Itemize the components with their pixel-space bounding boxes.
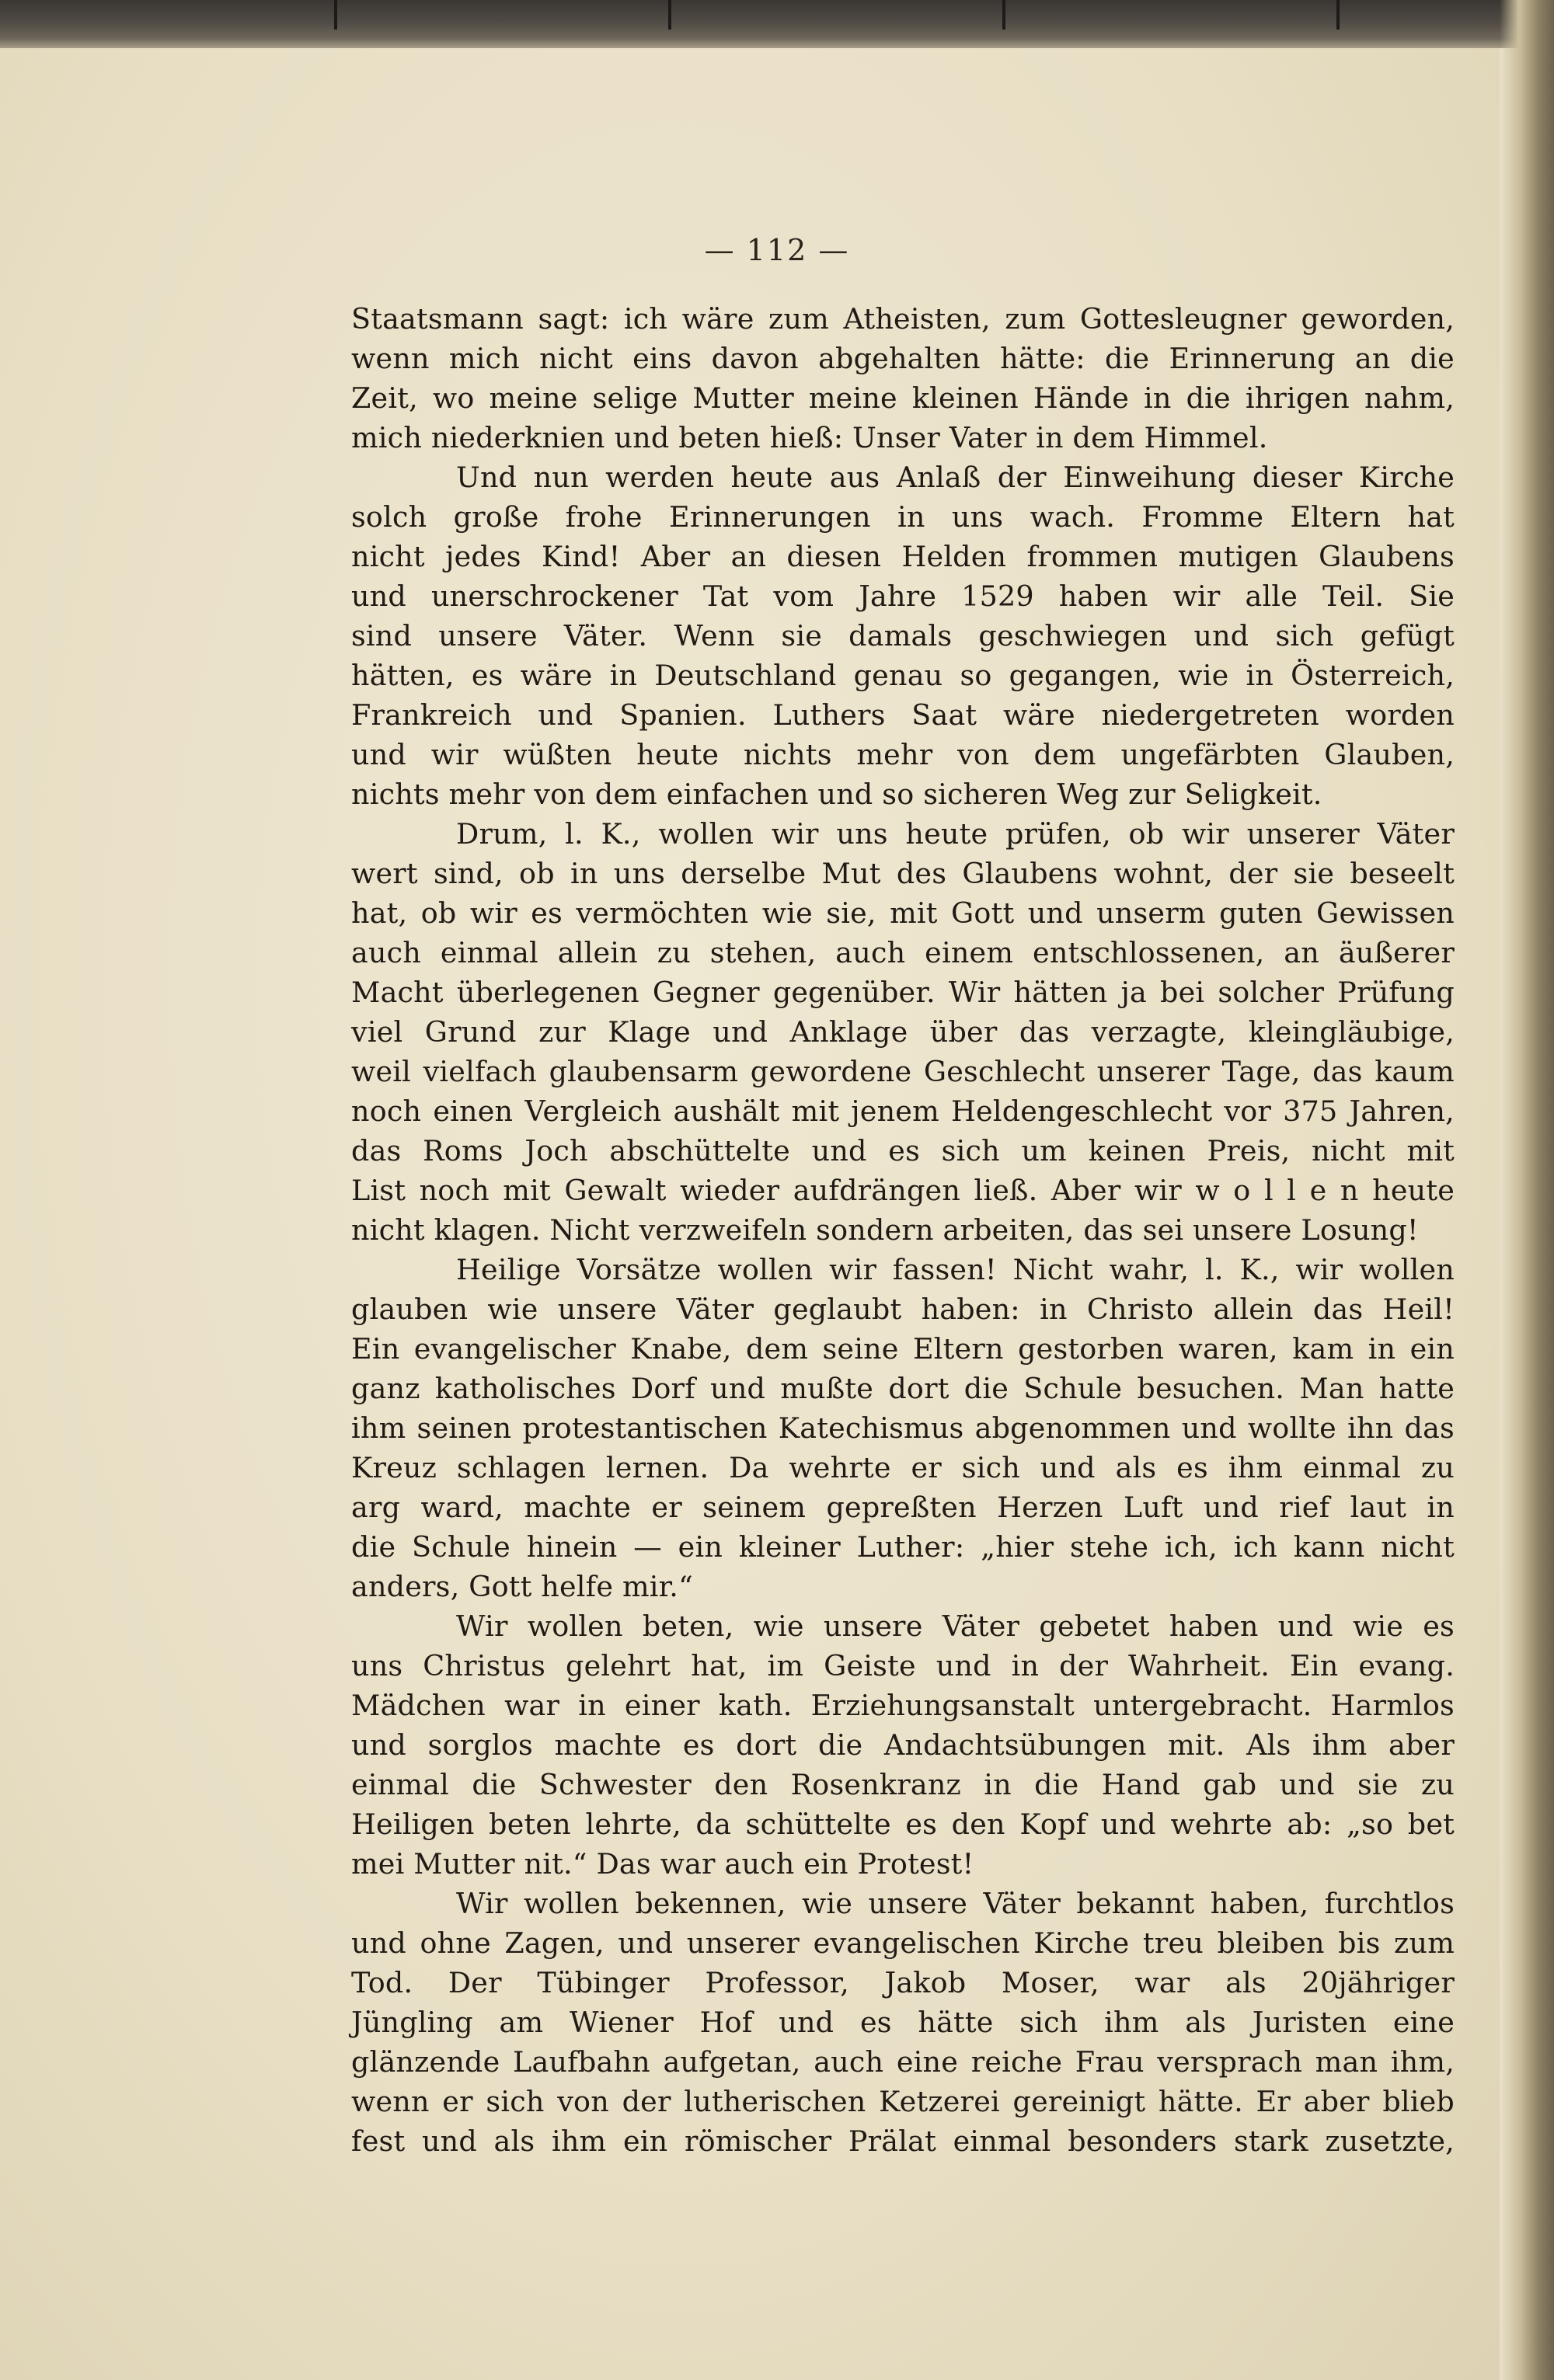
text-line: Drum, l. K., wollen wir uns heute prüfen, ob wir unserer Väter	[456, 817, 1455, 851]
text-line: auch einmal allein zu stehen, auch einem entschlossenen, an äußerer	[351, 936, 1455, 969]
page-number: — 112 —	[704, 233, 850, 267]
text-line: List noch mit Gewalt wieder aufdrängen ließ. Aber wir w o l l e n heute	[351, 1174, 1455, 1207]
text-line: Kreuz schlagen lernen. Da wehrte er sich und als es ihm einmal zu	[351, 1451, 1455, 1484]
text-line: Jüngling am Wiener Hof und es hätte sich ihm als Juristen eine	[351, 2006, 1455, 2039]
text-line: Macht überlegenen Gegner gegenüber. Wir hätten ja bei solcher Prüfung	[351, 976, 1455, 1009]
text-line: hat, ob wir es vermöchten wie sie, mit Gott und unserm guten Gewissen	[351, 896, 1455, 930]
text-line: mei Mutter nit.“ Das war auch ein Protest!	[351, 1847, 974, 1881]
text-line: Und nun werden heute aus Anlaß der Einweihung dieser Kirche	[456, 461, 1455, 494]
text-line: hätten, es wäre in Deutschland genau so gegangen, wie in Österreich,	[351, 659, 1455, 692]
text-line: Frankreich und Spanien. Luthers Saat wäre niedergetreten worden	[351, 698, 1455, 732]
text-line: wenn mich nicht eins davon abgehalten hätte: die Erinnerung an die	[351, 342, 1455, 375]
text-line: das Roms Joch abschüttelte und es sich um keinen Preis, nicht mit	[351, 1134, 1455, 1167]
text-line: Mädchen war in einer kath. Erziehungsanstalt untergebracht. Harmlos	[351, 1689, 1455, 1722]
text-line: Zeit, wo meine selige Mutter meine kleinen Hände in die ihrigen nahm,	[351, 381, 1455, 415]
text-line: glauben wie unsere Väter geglaubt haben: in Christo allein das Heil!	[351, 1293, 1455, 1326]
text-line: Heiligen beten lehrte, da schüttelte es den Kopf und wehrte ab: „so bet	[351, 1808, 1455, 1841]
text-line: Heilige Vorsätze wollen wir fassen! Nicht wahr, l. K., wir wollen	[456, 1253, 1455, 1286]
text-line: wert sind, ob in uns derselbe Mut des Glaubens wohnt, der sie beseelt	[351, 857, 1455, 890]
text-line: solch große frohe Erinnerungen in uns wach. Fromme Eltern hat	[351, 500, 1455, 534]
text-line: noch einen Vergleich aushält mit jenem Heldengeschlecht vor 375 Jahren,	[351, 1094, 1455, 1128]
text-line: nichts mehr von dem einfachen und so sicheren Weg zur Seligkeit.	[351, 778, 1322, 811]
scan-edge-mark	[334, 0, 337, 30]
text-line: Ein evangelischer Knabe, dem seine Eltern gestorben waren, kam in ein	[351, 1332, 1455, 1366]
body-text	[351, 299, 1455, 2161]
scan-edge-mark	[1336, 0, 1340, 30]
text-line: sind unsere Väter. Wenn sie damals geschwiegen und sich gefügt	[351, 619, 1455, 652]
text-line: und wir wüßten heute nichts mehr von dem ungefärbten Glauben,	[351, 738, 1455, 771]
page-binding-edge	[1500, 0, 1554, 2380]
scan-edge-mark	[1002, 0, 1005, 30]
text-line: die Schule hinein — ein kleiner Luther: „hier stehe ich, ich kann nicht	[351, 1530, 1455, 1564]
text-line: weil vielfach glaubensarm gewordene Geschlecht unserer Tage, das kaum	[351, 1055, 1455, 1088]
text-line: viel Grund zur Klage und Anklage über das verzagte, kleingläubige,	[351, 1015, 1455, 1049]
text-line: ganz katholisches Dorf und mußte dort die Schule besuchen. Man hatte	[351, 1372, 1455, 1405]
text-line: und sorglos machte es dort die Andachtsübungen mit. Als ihm aber	[351, 1728, 1455, 1762]
text-line: Staatsmann sagt: ich wäre zum Atheisten, zum Gottesleugner geworden,	[351, 302, 1455, 336]
text-line: Wir wollen bekennen, wie unsere Väter bekannt haben, furchtlos	[456, 1887, 1455, 1920]
text-line: und ohne Zagen, und unserer evangelischen Kirche treu bleiben bis zum	[351, 1926, 1455, 1960]
text-line: mich niederknien und beten hieß: Unser Vater in dem Himmel.	[351, 421, 1268, 454]
text-line: einmal die Schwester den Rosenkranz in die Hand gab und sie zu	[351, 1768, 1455, 1801]
text-line: uns Christus gelehrt hat, im Geiste und in der Wahrheit. Ein evang.	[351, 1649, 1455, 1682]
text-line: und unerschrockener Tat vom Jahre 1529 haben wir alle Teil. Sie	[351, 579, 1455, 613]
scan-top-edge	[0, 0, 1554, 48]
text-line: fest und als ihm ein römischer Prälat einmal besonders stark zusetzte,	[351, 2124, 1455, 2158]
text-line: ihm seinen protestantischen Katechismus abgenommen und wollte ihn das	[351, 1411, 1455, 1445]
text-line: arg ward, machte er seinem gepreßten Herzen Luft und rief laut in	[351, 1491, 1455, 1524]
scan-edge-mark	[668, 0, 671, 30]
text-line: glänzende Laufbahn aufgetan, auch eine reiche Frau versprach man ihm,	[351, 2045, 1455, 2079]
text-line: Tod. Der Tübinger Professor, Jakob Moser, war als 20jähriger	[351, 1966, 1455, 1999]
text-line: nicht klagen. Nicht verzweifeln sondern arbeiten, das sei unsere Losung!	[351, 1213, 1419, 1247]
text-line: Wir wollen beten, wie unsere Väter gebetet haben und wie es	[456, 1609, 1455, 1643]
text-line: wenn er sich von der lutherischen Ketzerei gereinigt hätte. Er aber blieb	[351, 2085, 1455, 2118]
text-line: anders, Gott helfe mir.“	[351, 1570, 693, 1603]
text-line: nicht jedes Kind! Aber an diesen Helden frommen mutigen Glaubens	[351, 540, 1455, 573]
